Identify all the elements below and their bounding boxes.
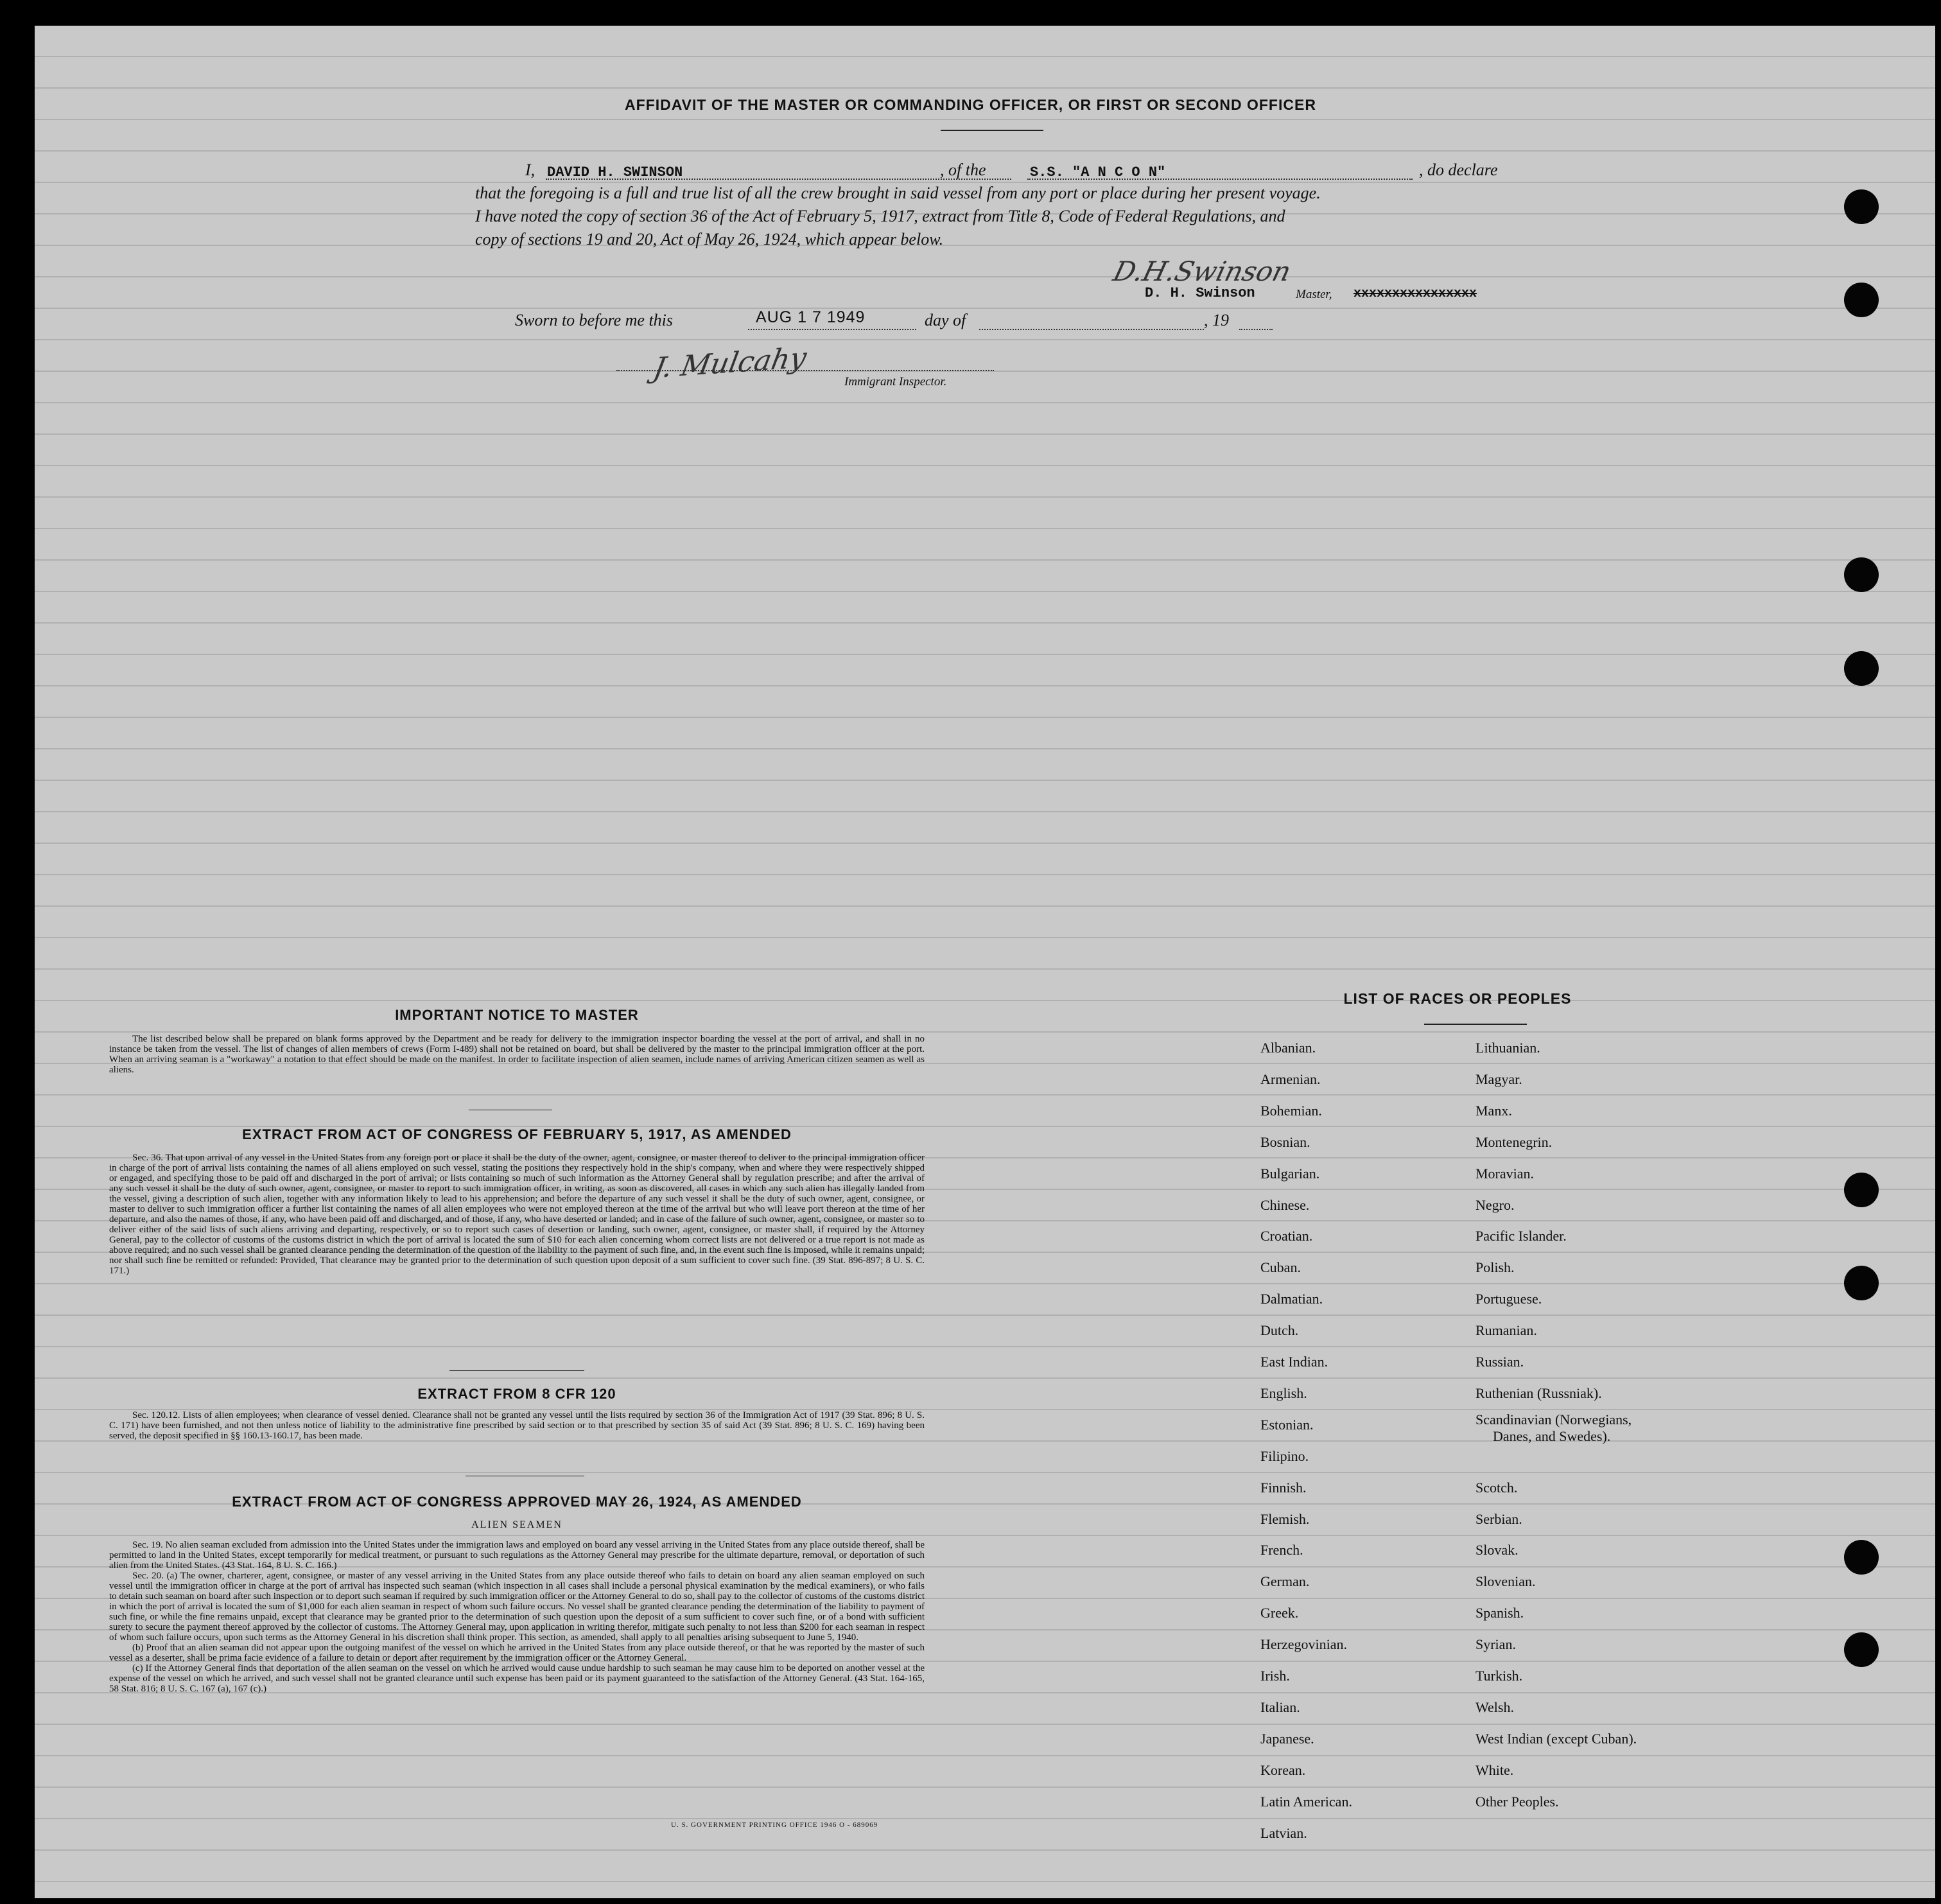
inspector-line [616, 370, 994, 371]
race-item: Slovenian. [1475, 1573, 1536, 1589]
race-item: Slovak. [1475, 1542, 1519, 1558]
race-item: English. [1260, 1385, 1307, 1401]
i-prefix: I, [525, 161, 535, 179]
race-item: Welsh. [1475, 1699, 1514, 1715]
inspector-label: Immigrant Inspector. [844, 375, 947, 389]
race-item: Flemish. [1260, 1511, 1310, 1527]
race-item: Finnish. [1260, 1480, 1307, 1496]
vessel-name: S.S. "A N C O N" [1030, 164, 1166, 180]
day-line [979, 329, 1204, 330]
declaration-line-3: I have noted the copy of section 36 of the Act of February 5, 1917, extract from Title 8, Code of Federal Regulations, and [475, 207, 1285, 225]
race-item: Estonian. [1260, 1417, 1314, 1433]
race-item: Korean. [1260, 1762, 1306, 1778]
race-item: Croatian. [1260, 1228, 1313, 1244]
punch-hole [1844, 1632, 1879, 1667]
race-item: Dalmatian. [1260, 1291, 1323, 1307]
punch-hole [1844, 557, 1879, 592]
race-item: Portuguese. [1475, 1291, 1542, 1307]
race-item: Spanish. [1475, 1605, 1524, 1621]
extract-1917-title: EXTRACT FROM ACT OF CONGRESS OF FEBRUARY 5, 1917, AS AMENDED [242, 1126, 792, 1142]
sec-120-paragraph: Sec. 120.12. Lists of alien employees; when clearance of vessel denied. Clearance shall not be granted any vessel until the lists required by section 36 of the Immigration Act of 1917 (39 Stat. 896; 8 U. S. C. 171) have been furnished, and not then unless notice of liability to the administrative fine prescribed by said section or to that prescribed by section 35 of said Act (39 Stat. 896; 8 U. S. C. 169) having been served, the deposit specified in §§ 160.13-160.17, has been made. [109, 1410, 925, 1441]
race-item: Chinese. [1260, 1197, 1310, 1213]
race-item: East Indian. [1260, 1354, 1328, 1370]
race-item: Filipino. [1260, 1448, 1309, 1464]
race-item: Russian. [1475, 1354, 1524, 1370]
struck-title: xxxxxxxxxxxxxxxx [1353, 286, 1477, 301]
title-rule [941, 130, 1043, 131]
sworn-date-line [748, 329, 916, 330]
do-declare-label: , do declare [1419, 161, 1498, 179]
race-item: Cuban. [1260, 1259, 1301, 1275]
race-item: Syrian. [1475, 1636, 1516, 1652]
extract-cfr-body [109, 1410, 925, 1441]
punch-hole [1844, 283, 1879, 317]
race-item: Japanese. [1260, 1731, 1314, 1747]
race-item: Armenian. [1260, 1071, 1321, 1087]
race-item: Manx. [1475, 1103, 1512, 1119]
race-item: Greek. [1260, 1605, 1299, 1621]
race-item: White. [1475, 1762, 1514, 1778]
race-item: Turkish. [1475, 1668, 1523, 1684]
race-item: Other Peoples. [1475, 1794, 1559, 1810]
alien-seamen-subtitle: ALIEN SEAMEN [471, 1519, 562, 1530]
punch-hole [1844, 1266, 1879, 1300]
extract-1917-body [109, 1153, 925, 1276]
sworn-date-stamp: AUG 1 7 1949 [756, 308, 866, 326]
race-item: Irish. [1260, 1668, 1290, 1684]
master-label: Master, [1296, 288, 1332, 301]
section-rule [449, 1370, 584, 1371]
race-item: West Indian (except Cuban). [1475, 1731, 1637, 1747]
punch-hole [1844, 651, 1879, 686]
race-item: Bohemian. [1260, 1103, 1322, 1119]
race-item: Herzegovinian. [1260, 1636, 1347, 1652]
sec-20a-paragraph: Sec. 20. (a) The owner, charterer, agent, consignee, or master of any vessel arriving in the United States from any place outside thereof who fails to detain on board any alien seaman employed on such vessel until the immigration officer in charge at the port of arrival has inspected such seaman (which inspection in all cases shall include a personal physical examination by the medical examiners), or who fails to detain such seaman on board after such inspection or to deport such seaman if required by such immigration officer or the Attorney General to do so, shall pay to the collector of customs of the customs district in which the port of arrival is located the sum of $1,000 for each alien seaman in respect of whom such failure occurs. No vessel shall be granted clearance pending the determination of the liability to payment of such fine, or while the fine remains unpaid, except that clearance may be granted prior to the determination of such question upon the deposit of a sum sufficient to cover such fine, or of a bond with sufficient surety to secure the payment thereof approved by the collector of customs. The Attorney General may, upon application in writing therefor, mitigate such penalty to not less than $200 for each seaman in respect of whom such failure occurs, upon such terms as the Attorney General in his discretion shall think proper. This section, as amended, shall apply to all penalties arising subsequent to June 5, 1940. [109, 1571, 925, 1643]
race-item: Polish. [1475, 1259, 1515, 1275]
sec-20b-paragraph: (b) Proof that an alien seaman did not appear upon the outgoing manifest of the vessel on which he arrived in the United States from any place outside thereof, or that he was reported by the master of such vessel as a deserter, shall be prima facie evidence of a failure to detain or deport after requirement by the immigration officer or the Attorney General. [109, 1643, 925, 1663]
race-item: Magyar. [1475, 1071, 1522, 1087]
inspector-signature: J. Mulcahy [650, 341, 810, 385]
declaration-line-2: that the foregoing is a full and true list of all the crew brought in said vessel from any port or place during her present voyage. [475, 184, 1321, 202]
race-item: Rumanian. [1475, 1322, 1537, 1338]
punch-hole [1844, 189, 1879, 224]
punch-hole [1844, 1173, 1879, 1207]
race-item: Ruthenian (Russniak). [1475, 1385, 1602, 1401]
race-item: Pacific Islander. [1475, 1228, 1567, 1244]
race-item: Bosnian. [1260, 1134, 1310, 1150]
race-item: French. [1260, 1542, 1303, 1558]
race-item: Bulgarian. [1260, 1166, 1320, 1182]
race-item: Scandinavian (Norwegians, [1475, 1411, 1632, 1428]
sworn-label: Sworn to before me this [515, 311, 674, 329]
extract-cfr-title: EXTRACT FROM 8 CFR 120 [417, 1386, 616, 1402]
year-label: , 19 [1204, 311, 1229, 329]
printing-office-footer: U. S. GOVERNMENT PRINTING OFFICE 1946 O - 689069 [671, 1821, 878, 1829]
race-item: Latin American. [1260, 1794, 1352, 1810]
day-of-label: day of [925, 311, 966, 329]
race-item: Montenegrin. [1475, 1134, 1553, 1150]
race-item: Serbian. [1475, 1511, 1522, 1527]
race-item: Danes, and Swedes). [1493, 1428, 1611, 1444]
sec-20c-paragraph: (c) If the Attorney General finds that deportation of the alien seaman on the vessel on which he arrived would cause undue hardship to such seaman he may cause him to be deported on another vessel at the expense of the vessel on which he arrived, and such vessel shall not be granted clearance until such expense has been paid or its payment guaranteed to the satisfaction of the Attorney General. (43 Stat. 164-165, 58 Stat. 816; 8 U. S. C. 167 (a), 167 (c).) [109, 1663, 925, 1694]
master-signature: D.H.Swinson [1110, 256, 1294, 287]
extract-1924-body [109, 1540, 925, 1694]
extract-1924-title: EXTRACT FROM ACT OF CONGRESS APPROVED MAY 26, 1924, AS AMENDED [232, 1494, 802, 1510]
race-item: Lithuanian. [1475, 1040, 1540, 1056]
races-title-rule [1424, 1024, 1527, 1025]
race-item: German. [1260, 1573, 1310, 1589]
race-item: Scotch. [1475, 1480, 1518, 1496]
notice-paragraph: The list described below shall be prepared on blank forms approved by the Department and be ready for delivery to the immigration inspector boarding the vessel at the port of arrival, and shall in no instance be taken from the vessel. The list of changes of alien members of crews (Form I-489) shall not be retained on board, but shall be delivered by the master to the principal immigration officer at the port. When an arriving seaman is a "workaway" a notation to that effect should be made on the manifest. In order to facilitate inspection of alien seamen, include names of arriving American citizen seamen as well as aliens. [109, 1034, 925, 1075]
race-item: Albanian. [1260, 1040, 1316, 1056]
punch-hole [1844, 1540, 1879, 1575]
affidavit-title: AFFIDAVIT OF THE MASTER OR COMMANDING OFFICER, OR FIRST OR SECOND OFFICER [625, 96, 1316, 113]
master-typed-name: D. H. Swinson [1145, 285, 1255, 301]
vessel-line [1027, 179, 1413, 180]
race-item: Negro. [1475, 1197, 1515, 1213]
notice-body [109, 1034, 925, 1075]
of-the-label: , of the [940, 161, 986, 179]
declaration-line-4: copy of sections 19 and 20, Act of May 26, 1924, which appear below. [475, 230, 944, 249]
sec-36-paragraph: Sec. 36. That upon arrival of any vessel in the United States from any foreign port or place it shall be the duty of the owner, agent, consignee, or master thereof to deliver to the principal immigration officer in charge of the port of arrival lists containing the names of all aliens employed on such vessel, stating the positions they respectively hold in the ship's company, when and where they were respectively shipped or engaged, and specifying those to be paid off and discharged in the port of arrival; or lists containing so much of such information as the Attorney General shall by regulation prescribe; and after the arrival of any such vessel it shall be the duty of such owner, agent, consignee, or master to report to such immigration officer, in writing, as soon as discovered, all cases in which any such alien has illegally landed from the vessel, giving a description of such alien, together with any information likely to lead to his apprehension; and before the departure of any such vessel it shall be the duty of such owner, agent, consignee, or master to deliver to such immigration officer a further list containing the names of all alien employees who were not employed thereon at the time of the arrival but who will leave port thereon at the time of her departure, and also the names of those, if any, who have been paid off and discharged, and of those, if any, who have deserted or landed; and in case of the failure of such owner, agent, consignee, or master so to deliver either of the said lists of such aliens arriving and departing, respectively, or so to report such cases of desertion or landing, such owner, agent, consignee, or master shall, if required by the Attorney General, pay to the collector of customs of the customs district in which the port of arrival is located the sum of $10 for each alien concerning whom correct lists are not delivered or a true report is not made as above required; and no such vessel shall be granted clearance pending the determination of the question of the liability to the payment of such fine, and, in the event such fine is imposed, while it remains unpaid; nor shall such fine be remitted or refunded: Provided, That clearance may be granted prior to the determination of such question upon deposit of a sum sufficient to cover such fine. (39 Stat. 896-897; 8 U. S. C. 171.) [109, 1153, 925, 1276]
race-item: Latvian. [1260, 1825, 1307, 1841]
races-title: LIST OF RACES OR PEOPLES [1343, 990, 1572, 1007]
declarant-name: DAVID H. SWINSON [547, 164, 683, 180]
notice-title: IMPORTANT NOTICE TO MASTER [395, 1007, 639, 1023]
race-item: Italian. [1260, 1699, 1300, 1715]
race-item: Moravian. [1475, 1166, 1535, 1182]
year-line [1239, 329, 1273, 330]
race-item: Dutch. [1260, 1322, 1299, 1338]
sec-19-paragraph: Sec. 19. No alien seaman excluded from admission into the United States under the immigration laws and employed on board any vessel arriving in the United States from any place outside thereof, shall be permitted to land in the United States, except temporarily for medical treatment, or pursuant to such regulations as the Attorney General may prescribe for the ultimate departure, removal, or deportation of such alien from the United States. (43 Stat. 164, 8 U. S. C. 166.) [109, 1540, 925, 1571]
